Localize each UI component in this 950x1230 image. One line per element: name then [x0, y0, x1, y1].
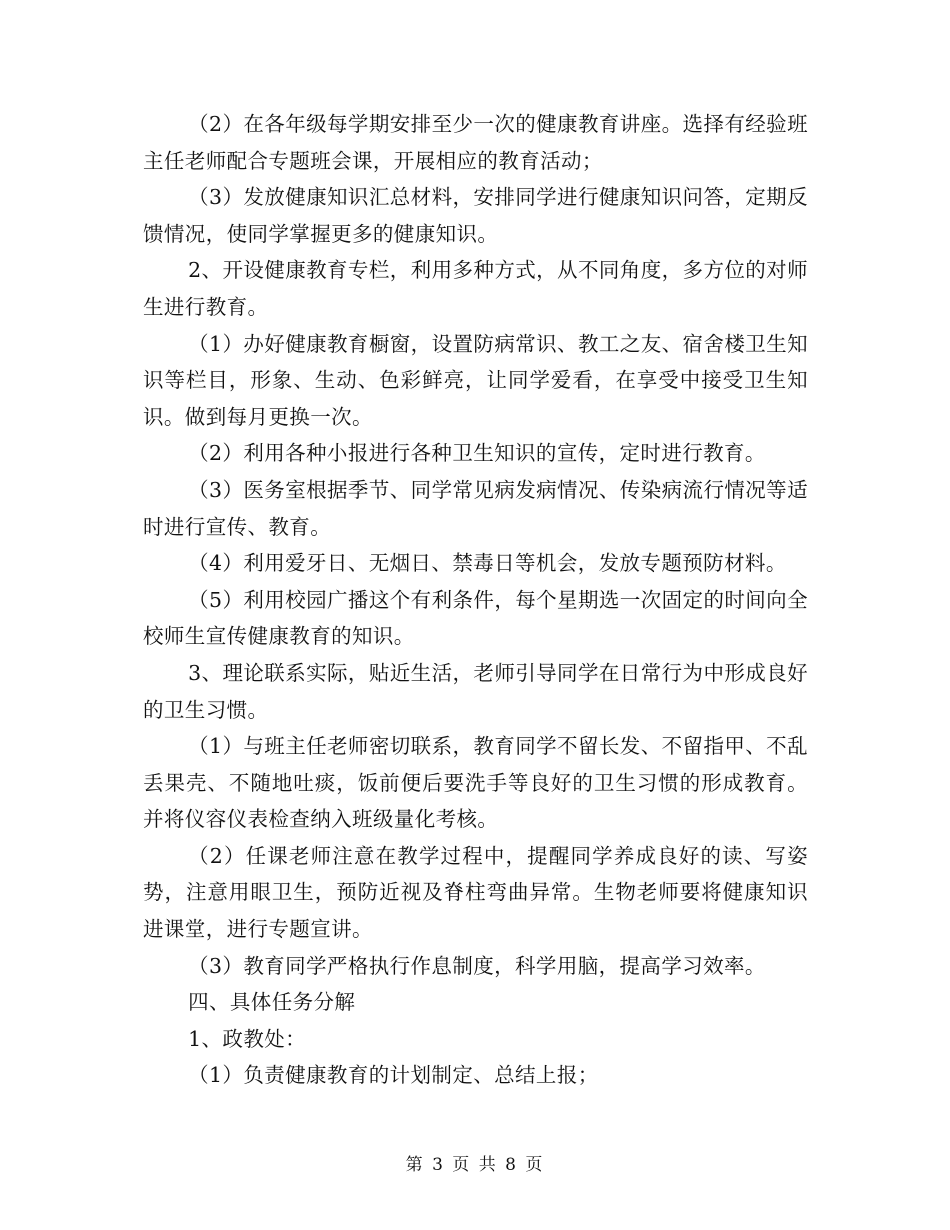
paragraph-clinic-publicity: （3）医务室根据季节、同学常见病发病情况、传染病流行情况等适时进行宣传、教育。 — [143, 477, 808, 539]
paragraph-plan-summary: （1）负责健康教育的计划制定、总结上报； — [188, 1063, 599, 1088]
paragraph-campus-broadcast: （5）利用校园广播这个有利条件，每个星期选一次固定的时间向全校师生宣传健康教育的知识。 — [143, 587, 808, 649]
paragraph-hygiene-habits: （1）与班主任老师密切联系，教育同学不留长发、不留指甲、不乱丢果壳、不随地吐痰，饭前便后要洗手等良好的卫生习惯的形成教育。并将仪容仪表检查纳入班级量化考核。 — [143, 734, 808, 832]
paragraph-small-newspapers: （2）利用各种小报进行各种卫生知识的宣传，定时进行教育。 — [188, 441, 766, 466]
paragraph-schedule-discipline: （3）教育同学严格执行作息制度，科学用脑，提高学习效率。 — [188, 953, 766, 978]
paragraph-section-4-heading: 四、具体任务分解 — [188, 990, 356, 1015]
paragraph-posture-eyesight: （2）任课老师注意在教学过程中，提醒同学养成良好的读、写姿势，注意用眼卫生，预防近视及脊柱弯曲异常。生物老师要将健康知识进课堂，进行专题宣讲。 — [143, 843, 808, 942]
document-body — [143, 106, 808, 1094]
paragraph-lecture-plan: （2）在各年级每学期安排至少一次的健康教育讲座。选择有经验班主任老师配合专题班会课，开展相应的教育活动； — [143, 112, 808, 173]
paragraph-special-days: （4）利用爱牙日、无烟日、禁毒日等机会，发放专题预防材料。 — [188, 551, 787, 576]
paragraph-section-2-heading: 2、开设健康教育专栏，利用多种方式，从不同角度，多方位的对师生进行教育。 — [143, 258, 808, 319]
paragraph-political-office: 1、政教处： — [188, 1026, 307, 1051]
paragraph-knowledge-materials: （3）发放健康知识汇总材料，安排同学进行健康知识问答，定期反馈情况，使同学掌握更多的健康知识。 — [143, 185, 808, 246]
page-number-footer: 第 3 页 共 8 页 — [405, 1155, 545, 1175]
paragraph-section-3-heading: 3、理论联系实际，贴近生活，老师引导同学在日常行为中形成良好的卫生习惯。 — [143, 660, 808, 722]
paragraph-showcase-window: （1）办好健康教育橱窗，设置防病常识、教工之友、宿舍楼卫生知识等栏目，形象、生动、色彩鲜亮，让同学爱看，在享受中接受卫生知识。做到每月更换一次。 — [143, 331, 808, 429]
